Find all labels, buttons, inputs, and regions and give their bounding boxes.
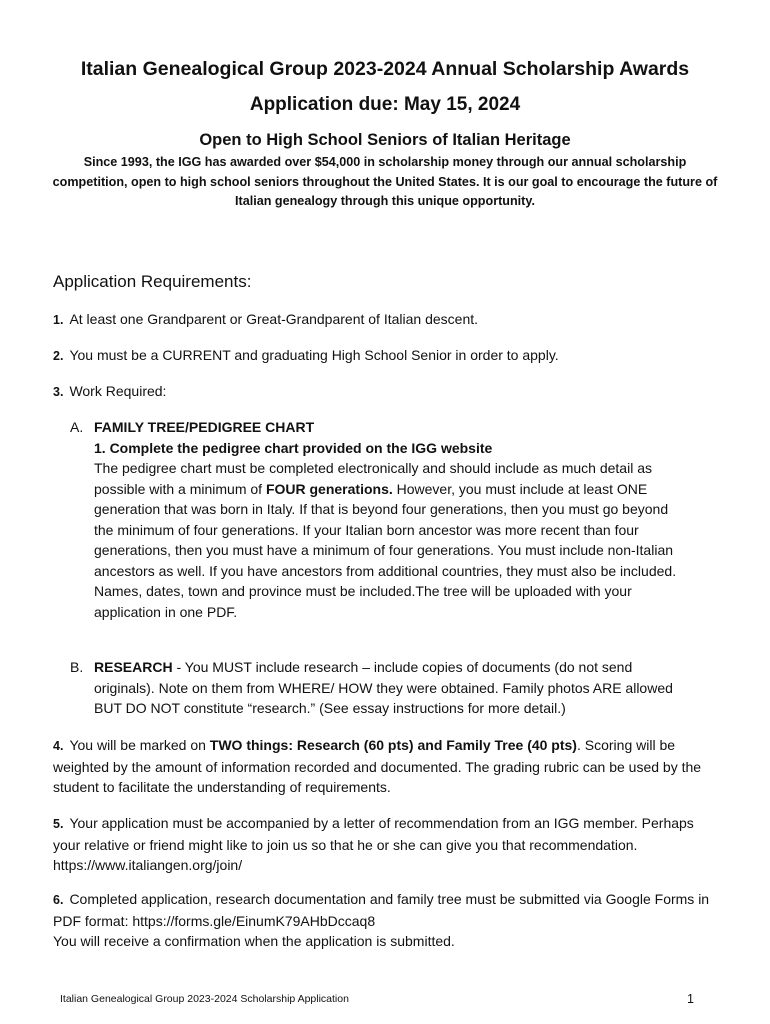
item-text: At least one Grandparent or Great-Grandparent of Italian descent. [69,311,479,327]
document-subtitle: Open to High School Seniors of Italian Heritage [199,131,571,149]
requirement-item-1 [53,309,713,331]
four-generations-emphasis: FOUR generations. [265,480,393,497]
item-number: 2. [53,349,64,363]
item-number: 5. [53,817,64,831]
item-number: 4. [53,739,64,753]
item-text: You must be a CURRENT and graduating High School Senior in order to apply. [69,347,559,363]
item-number: 1. [53,313,64,327]
item-text: Your application must be accompanied by a letter of recommendation from an IGG member. Perhaps your relative or friend might like to join us so that he or she can give you that recommendation. https://www.italiangen.org/join/ [53,815,694,873]
page-number: 1 [687,992,694,1006]
intro-paragraph: Since 1993, the IGG has awarded over $54,000 in scholarship money through our annual scholarship competition, open to high school seniors throughout the United States. It is our goal to encourage the future of Italian genealogy through this unique opportunity. [52,155,718,208]
research-paragraph: RESEARCH - You MUST include research – include copies of documents (do not send originals). Note on them from WHERE/ HOW they were obtained. Family photos ARE allowed BUT DO NOT constitute “research.” (See essay instructions for more detail.) [94,659,673,716]
item-text: Work Required: [69,383,167,399]
document-title: Italian Genealogical Group 2023-2024 Annual Scholarship Awards [80,58,690,80]
family-tree-heading: FAMILY TREE/PEDIGREE CHART [94,419,315,435]
footer-text: Italian Genealogical Group 2023-2024 Scholarship Application [60,993,349,1005]
requirement-item-4: 4. You will be marked on TWO things: Research (60 pts) and Family Tree (40 pts). Scoring will be weighted by the amount of information recorded and documented. The grading rubric can be used by the student to facilitate the understanding of requirements. [53,737,702,795]
confirmation-note: You will receive a confirmation when the application is submitted. [53,933,455,949]
requirement-item-6 [53,889,713,952]
requirement-item-5 [53,813,713,876]
research-emphasis: RESEARCH [94,659,173,675]
section-letter: A. [70,419,84,435]
family-tree-subheading: 1. Complete the pedigree chart provided on the IGG website [94,439,493,456]
section-letter: B. [70,659,84,675]
scoring-emphasis: TWO things: Research (60 pts) and Family Tree (40 pts) [209,737,577,753]
item-number: 3. [53,385,64,399]
item-text: Completed application, research documentation and family tree must be submitted via Google Forms in PDF format: https://forms.gle/EinumK79AHbDccaq8 [53,891,710,929]
research-section [70,657,690,719]
item-number: 6. [53,893,64,907]
application-due-date: Application due: May 15, 2024 [249,94,521,115]
requirements-heading: Application Requirements: [53,272,252,291]
family-tree-paragraph: The pedigree chart must be completed electronically and should include as much detail as possible with a minimum of FOUR generations. However, you must include at least ONE generation that was born in Italy. If that is beyond four generations, then you must go beyond the minimum of four generations. If your Italian born ancestor was more recent than four generations, then you must have a minimum of four generations. You must include non-Italian ancestors as well. If you have ancestors from additional countries, they must also be included. Names, dates, town and province must be included.The tree will be uploaded with your application in one PDF. [94,460,677,620]
family-tree-section [70,417,690,622]
requirement-item-3 [53,381,713,403]
requirement-item-2 [53,345,713,367]
